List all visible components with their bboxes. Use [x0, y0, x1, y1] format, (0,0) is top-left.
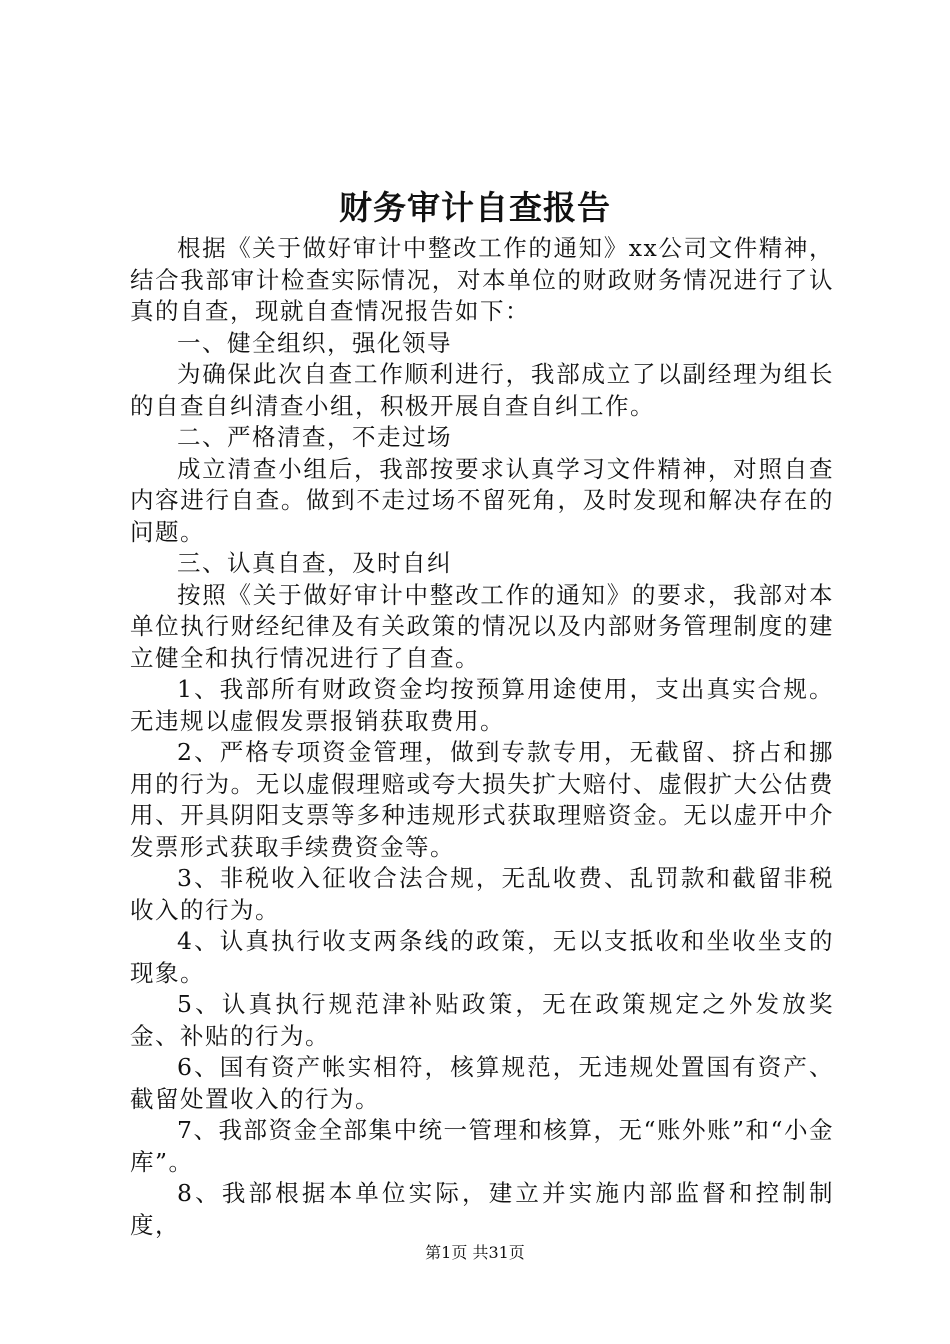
- list-item-3: 3、非税收入征收合法合规，无乱收费、乱罚款和截留非税收入的行为。: [130, 864, 834, 924]
- section-heading-3: 三、认真自查，及时自纠: [177, 549, 452, 577]
- section-1-paragraph: 为确保此次自查工作顺利进行，我部成立了以副经理为组长的自查自纠清查小组，积极开展自查自纠工作。: [130, 360, 834, 420]
- section-3-paragraph: 按照《关于做好审计中整改工作的通知》的要求，我部对本单位执行财经纪律及有关政策的情况以及内部财务管理制度的建立健全和执行情况进行了自查。: [130, 580, 834, 672]
- intro-paragraph: 根据《关于做好审计中整改工作的通知》xx公司文件精神，结合我部审计检查实际情况，对本单位的财政财务情况进行了认真的自查，现就自查情况报告如下：: [130, 234, 834, 325]
- list-item-1: 1、我部所有财政资金均按预算用途使用，支出真实合规。无违规以虚假发票报销获取费用。: [130, 675, 834, 735]
- list-item-4: 4、认真执行收支两条线的政策，无以支抵收和坐收坐支的现象。: [130, 927, 834, 987]
- section-heading-1: 一、健全组织，强化领导: [177, 328, 452, 357]
- document-title: 财务审计自查报告: [339, 188, 611, 227]
- section-2-paragraph: 成立清查小组后，我部按要求认真学习文件精神，对照自查内容进行自查。做到不走过场不留死角，及时发现和解决存在的问题。: [130, 454, 834, 546]
- list-item-5: 5、认真执行规范津补贴政策，无在政策规定之外发放奖金、补贴的行为。: [130, 990, 834, 1050]
- document-body: [130, 233, 834, 1241]
- list-item-6: 6、国有资产帐实相符，核算规范，无违规处置国有资产、截留处置收入的行为。: [130, 1053, 834, 1113]
- section-heading-2: 二、严格清查，不走过场: [177, 423, 452, 451]
- page-footer: 第1页 共31页: [425, 1243, 525, 1262]
- list-item-8: 8、我部根据本单位实际，建立并实施内部监督和控制制度，: [130, 1179, 834, 1239]
- list-item-7: 7、我部资金全部集中统一管理和核算，无“账外账”和“小金库”。: [130, 1116, 834, 1176]
- list-item-2: 2、严格专项资金管理，做到专款专用，无截留、挤占和挪用的行为。无以虚假理赔或夸大损失扩大赔付、虚假扩大公估费用、开具阴阳支票等多种违规形式获取理赔资金。无以虚开中介发票形式获取手续费资金等。: [130, 738, 834, 861]
